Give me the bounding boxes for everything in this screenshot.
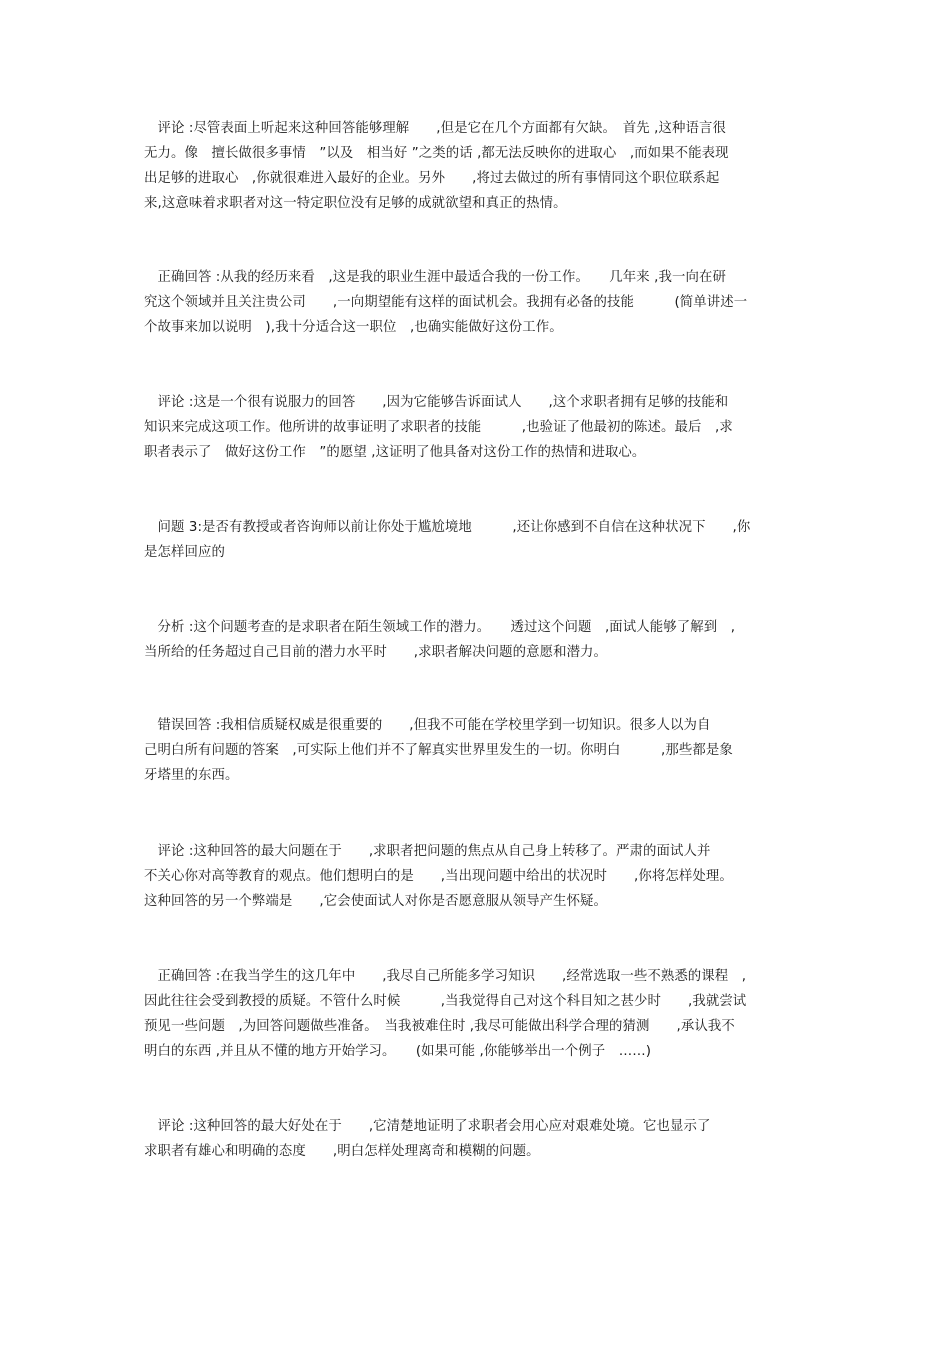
paragraph-correct-answer-1 [144,265,814,340]
text-line: 职者表示了 做好这份工作 ”的愿望 ,这证明了他具备对这份工作的热情和进取心。 [144,445,646,460]
paragraph-comment-2 [144,390,814,465]
paragraph-correct-answer-2 [144,964,814,1064]
text-line: 明白的东西 ,并且从不懂的地方开始学习。 (如果可能 ,你能够举出一个例子 ……) [144,1044,652,1059]
paragraph-question-3 [144,515,814,565]
paragraph-comment-1 [144,116,814,216]
paragraph-comment-3 [144,839,814,914]
text-line: 牙塔里的东西。 [144,768,239,783]
text-line: 分析 :这个问题考查的是求职者在陌生领域工作的潜力。 透过这个问题 ,面试人能够了解到 , [144,620,736,635]
text-line: 出足够的进取心 ,你就很难进入最好的企业。另外 ,将过去做过的所有事情同这个职位联系起 [144,171,720,186]
text-line: 无力。像 擅长做很多事情 ”以及 相当好 ”之类的话 ,都无法反映你的进取心 ,而如果不能表现 [144,146,729,161]
text-line: 评论 :这是一个很有说服力的回答 ,因为它能够告诉面试人 ,这个求职者拥有足够的技能和 [144,395,729,410]
text-line: 问题 3:是否有教授或者咨询师以前让你处于尴尬境地 ,还让你感到不自信在这种状况下 ,你 [144,520,751,535]
text-line: 评论 :这种回答的最大问题在于 ,求职者把问题的焦点从自己身上转移了。严肃的面试人并 [144,844,711,859]
text-line: 来,这意味着求职者对这一特定职位没有足够的成就欲望和真正的热情。 [144,196,567,211]
text-line: 究这个领域并且关注贵公司 ,一向期望能有这样的面试机会。我拥有必备的技能 (简单讲述一 [144,295,748,310]
text-line: 正确回答 :在我当学生的这几年中 ,我尽自己所能多学习知识 ,经常选取一些不熟悉的课程 , [144,969,747,984]
text-line: 因此往往会受到教授的质疑。不管什么时候 ,当我觉得自己对这个科目知之甚少时 ,我就尝试 [144,994,747,1009]
paragraph-wrong-answer [144,713,814,788]
text-line: 评论 :尽管表面上听起来这种回答能够理解 ,但是它在几个方面都有欠缺。 首先 ,这种语言很 [144,121,726,136]
text-line: 是怎样回应的 [144,545,225,560]
text-line: 求职者有雄心和明确的态度 ,明白怎样处理离奇和模糊的问题。 [144,1144,540,1159]
paragraph-comment-4 [144,1114,814,1164]
paragraph-analysis [144,615,814,665]
text-line: 己明白所有问题的答案 ,可实际上他们并不了解真实世界里发生的一切。你明白 ,那些都是象 [144,743,733,758]
text-line: 评论 :这种回答的最大好处在于 ,它清楚地证明了求职者会用心应对艰难处境。它也显示了 [144,1119,711,1134]
text-line: 个故事来加以说明 ),我十分适合这一职位 ,也确实能做好这份工作。 [144,320,563,335]
text-line: 不关心你对高等教育的观点。他们想明白的是 ,当出现问题中给出的状况时 ,你将怎样处理。 [144,869,733,884]
text-line: 知识来完成这项工作。他所讲的故事证明了求职者的技能 ,也验证了他最初的陈述。最后 ,求 [144,420,733,435]
text-line: 正确回答 :从我的经历来看 ,这是我的职业生涯中最适合我的一份工作。 几年来 ,我一向在研 [144,270,726,285]
text-line: 预见一些问题 ,为回答问题做些准备。 当我被难住时 ,我尽可能做出科学合理的猜测 ,承认我不 [144,1019,735,1034]
text-line: 当所给的任务超过自己目前的潜力水平时 ,求职者解决问题的意愿和潜力。 [144,645,608,660]
text-line: 错误回答 :我相信质疑权威是很重要的 ,但我不可能在学校里学到一切知识。很多人以为自 [144,718,711,733]
text-line: 这种回答的另一个弊端是 ,它会使面试人对你是否愿意服从领导产生怀疑。 [144,894,608,909]
